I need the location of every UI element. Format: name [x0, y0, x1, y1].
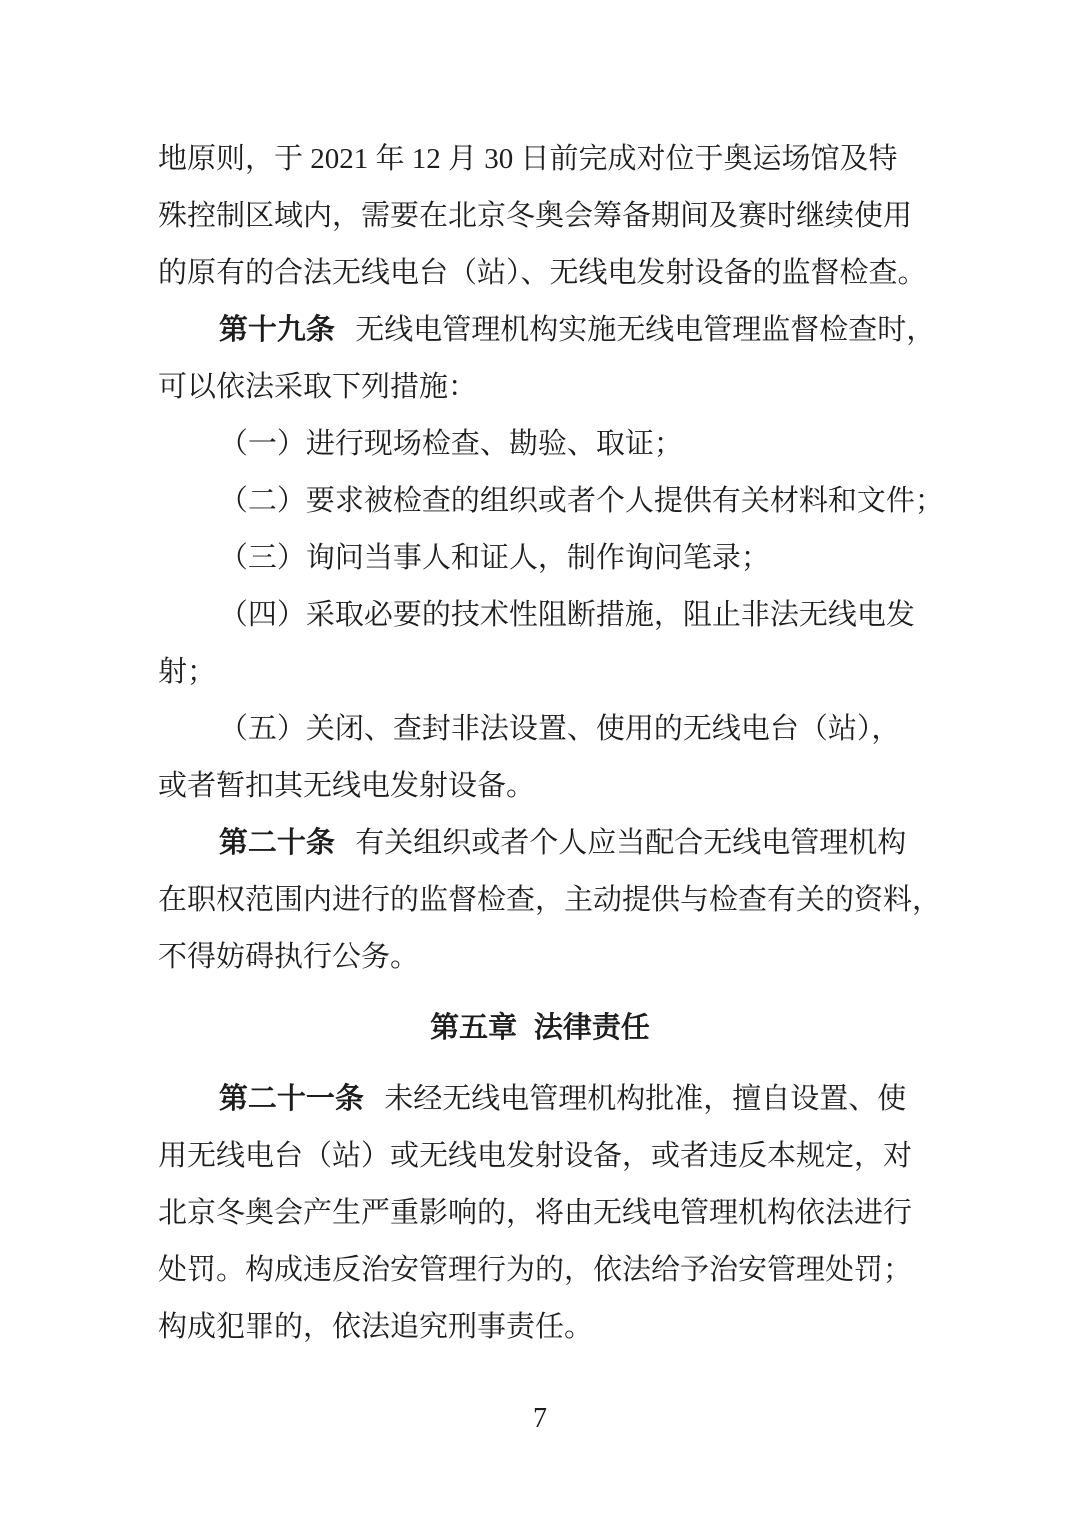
text-line [158, 473, 944, 530]
text-line [158, 1071, 922, 1128]
text-line [158, 1242, 922, 1299]
line-text: （四）采取必要的技术性阻断措施，阻止非法无线电发 [218, 599, 915, 631]
line-text: 地原则，于 2021 年 12 月 30 日前完成对位于奥运场馆及特 [158, 143, 898, 175]
line-text: 或者暂扣其无线电发射设备。 [158, 770, 536, 802]
article-number: 第二十条 [218, 827, 335, 859]
line-text: 在职权范围内进行的监督检查，主动提供与检查有关的资料， [158, 884, 942, 916]
line-text: 未经无线电管理机构批准，擅自设置、使 [376, 1083, 907, 1115]
text-line [158, 416, 922, 473]
text-line [158, 302, 936, 359]
chapter-heading [158, 1000, 922, 1057]
line-text: 殊控制区域内，需要在北京冬奥会筹备期间及赛时继续使用 [158, 200, 913, 232]
text-line [158, 188, 922, 245]
line-text: 第五章 法律责任 [430, 1012, 650, 1044]
line-text: 无线电管理机构实施无线电管理监督检查时， [347, 314, 936, 346]
line-text: 射； [158, 656, 217, 688]
line-text: 不得妨碍执行公务。 [158, 941, 420, 973]
text-line [158, 1128, 922, 1185]
text-line [158, 701, 922, 758]
text-line [158, 929, 922, 986]
text-line [158, 131, 922, 188]
text-line [158, 245, 927, 302]
line-text: 的原有的合法无线电台（站）、无线电发射设备的监督检查。 [158, 257, 927, 289]
article-number: 第二十一条 [218, 1083, 364, 1115]
text-line [158, 758, 922, 815]
text-line [158, 872, 942, 929]
line-text: 可以依法采取下列措施： [158, 371, 478, 403]
line-text: 处罚。构成违反治安管理行为的，依法给予治安管理处罚； [158, 1254, 913, 1286]
text-line [158, 587, 922, 644]
line-text: （三）询问当事人和证人，制作询问笔录； [218, 542, 770, 574]
text-line [158, 644, 922, 701]
line-text: （五）关闭、查封非法设置、使用的无线电台（站）， [218, 713, 901, 745]
line-text: 北京冬奥会产生严重影响的，将由无线电管理机构依法进行 [158, 1197, 913, 1229]
page-number: 7 [533, 1403, 547, 1434]
text-line [158, 530, 922, 587]
line-text: 用无线电台（站）或无线电发射设备，或者违反本规定，对 [158, 1140, 913, 1172]
line-text: （二）要求被检查的组织或者个人提供有关材料和文件； [218, 485, 944, 517]
text-line [158, 359, 922, 416]
article-number: 第十九条 [218, 314, 335, 346]
document-body [158, 131, 944, 1356]
line-text: （一）进行现场检查、勘验、取证； [218, 428, 683, 460]
text-line [158, 1299, 922, 1356]
line-text: 构成犯罪的，依法追究刑事责任。 [158, 1311, 594, 1343]
text-line [158, 1185, 922, 1242]
line-text: 有关组织或者个人应当配合无线电管理机构 [347, 827, 907, 859]
text-line [158, 815, 922, 872]
